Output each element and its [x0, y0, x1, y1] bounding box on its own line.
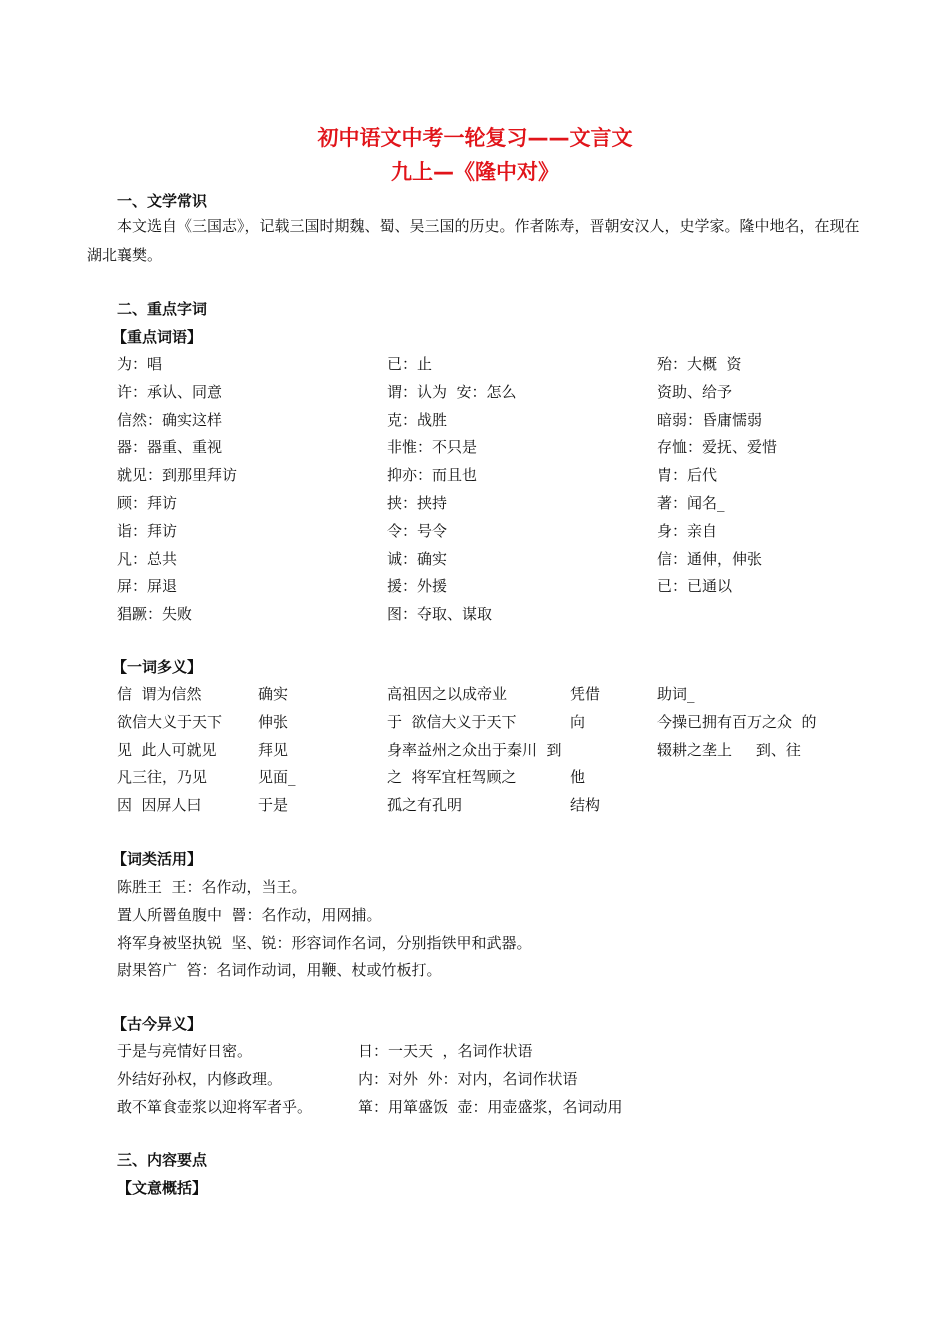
vocab-entry: 已：已通以	[657, 577, 733, 596]
usage-entry: 置人所罾鱼腹中 罾：名作动，用网捕。	[117, 905, 382, 924]
vocab-entry: 诚：确实	[387, 549, 448, 568]
usage-entry: 将军身被坚执锐 坚、锐：形容词作名词，分别指铁甲和武器。	[117, 933, 532, 952]
diff-entry: 外结好孙权，内修政理。	[117, 1069, 283, 1088]
vocab-entry: 存恤：爱抚、爱惜	[657, 438, 778, 457]
polysemy-entry: 因 因屏人曰	[117, 796, 202, 815]
polysemy-entry: 身率益州之众出于秦川 到	[387, 740, 562, 759]
diff-entry: 敢不箪食壶浆以迎将军者乎。	[117, 1097, 313, 1116]
summary-label: 【文意概括】	[117, 1179, 208, 1197]
vocab-entry: 胄：后代	[657, 466, 718, 485]
polysemy-entry: 辍耕之垄上 到、往	[657, 740, 801, 759]
polysemy-entry: 高祖因之以成帝业	[387, 685, 508, 703]
vocab-label: 【重点词语】	[112, 328, 203, 346]
vocab-entry: 信然：确实这样	[117, 410, 223, 429]
vocab-entry: 挟：挟持	[387, 494, 448, 512]
diff-entry: 于是与亮情好日密。	[117, 1042, 253, 1060]
vocab-entry: 殆：大概 资	[657, 355, 742, 373]
polysemy-entry: 拜见	[258, 740, 289, 759]
vocab-entry: 援：外援	[387, 577, 448, 596]
polysemy-entry: 向	[570, 712, 586, 731]
diff-entry: 箪：用箪盛饭 壶：用壶盛浆，名词动用	[358, 1097, 623, 1116]
polysemy-entry: 见 此人可就见	[117, 740, 217, 759]
document-title: 初中语文中考一轮复习——文言文	[317, 126, 633, 150]
polysemy-entry: 于 欲信大义于天下	[387, 712, 517, 731]
vocab-entry: 资助、给予	[657, 382, 733, 401]
vocab-entry: 著：闻名_	[657, 494, 725, 512]
polysemy-label: 【一词多义】	[112, 658, 203, 676]
polysemy-entry: 今操已拥有百万之众 的	[657, 712, 817, 731]
vocab-entry: 已：止	[387, 355, 433, 373]
vocab-entry: 谓：认为 安：怎么	[387, 382, 517, 401]
usage-entry: 陈胜王 王：名作动，当王。	[117, 878, 307, 896]
vocab-entry: 图：夺取、谋取	[387, 605, 493, 624]
vocab-entry: 身：亲自	[657, 521, 718, 540]
polysemy-entry: 之 将军宜枉驾顾之	[387, 768, 517, 787]
vocab-entry: 诣：拜访	[117, 521, 178, 540]
vocab-entry: 屏：屏退	[117, 577, 178, 596]
vocab-entry: 暗弱：昏庸懦弱	[657, 410, 763, 429]
section-heading-literature: 一、文学常识	[117, 192, 208, 210]
vocab-entry: 许：承认、同意	[117, 382, 223, 401]
literature-paragraph: 本文选自《三国志》，记载三国时期魏、蜀、吴三国的历史。作者陈寿，晋朝安汉人，史学家。隆中地名，在现在湖北襄樊。	[87, 217, 860, 264]
vocab-entry: 非惟：不只是	[387, 438, 478, 457]
polysemy-entry: 信 谓为信然	[117, 685, 202, 703]
polysemy-entry: 凡三往，乃见	[117, 768, 208, 787]
usage-entry: 尉果笞广 笞：名词作动词，用鞭、杖或竹板打。	[117, 961, 442, 980]
vocab-entry: 抑亦：而且也	[387, 466, 478, 485]
vocab-entry: 为：唱	[117, 355, 163, 373]
polysemy-entry: 确实	[258, 685, 289, 703]
vocab-entry: 信：通伸，伸张	[657, 549, 763, 568]
section-heading-vocabulary: 二、重点字词	[117, 300, 208, 318]
vocab-entry: 凡：总共	[117, 549, 178, 568]
usage-label: 【词类活用】	[112, 850, 203, 868]
diff-entry: 日：一天天 ，名词作状语	[358, 1042, 533, 1060]
polysemy-entry: 他	[570, 768, 586, 787]
polysemy-entry: 见面_	[258, 768, 296, 787]
polysemy-entry: 助词_	[657, 685, 695, 703]
section-heading-content: 三、内容要点	[117, 1151, 208, 1169]
vocab-entry: 令：号令	[387, 521, 448, 540]
polysemy-entry: 伸张	[258, 712, 289, 731]
polysemy-entry: 结构	[570, 796, 601, 815]
vocab-entry: 猖蹶：失败	[117, 605, 193, 624]
vocab-entry: 顾：拜访	[117, 494, 178, 512]
vocab-entry: 克：战胜	[387, 410, 448, 429]
polysemy-entry: 凭借	[570, 685, 601, 703]
polysemy-entry: 欲信大义于天下	[117, 712, 223, 731]
vocab-entry: 就见：到那里拜访	[117, 466, 238, 485]
diff-label: 【古今异义】	[112, 1015, 203, 1033]
document-subtitle: 九上—《隆中对》	[391, 160, 559, 184]
polysemy-entry: 孤之有孔明	[387, 796, 463, 815]
vocab-entry: 器：器重、重视	[117, 438, 223, 457]
polysemy-entry: 于是	[258, 796, 289, 815]
diff-entry: 内：对外 外：对内，名词作状语	[358, 1069, 578, 1088]
